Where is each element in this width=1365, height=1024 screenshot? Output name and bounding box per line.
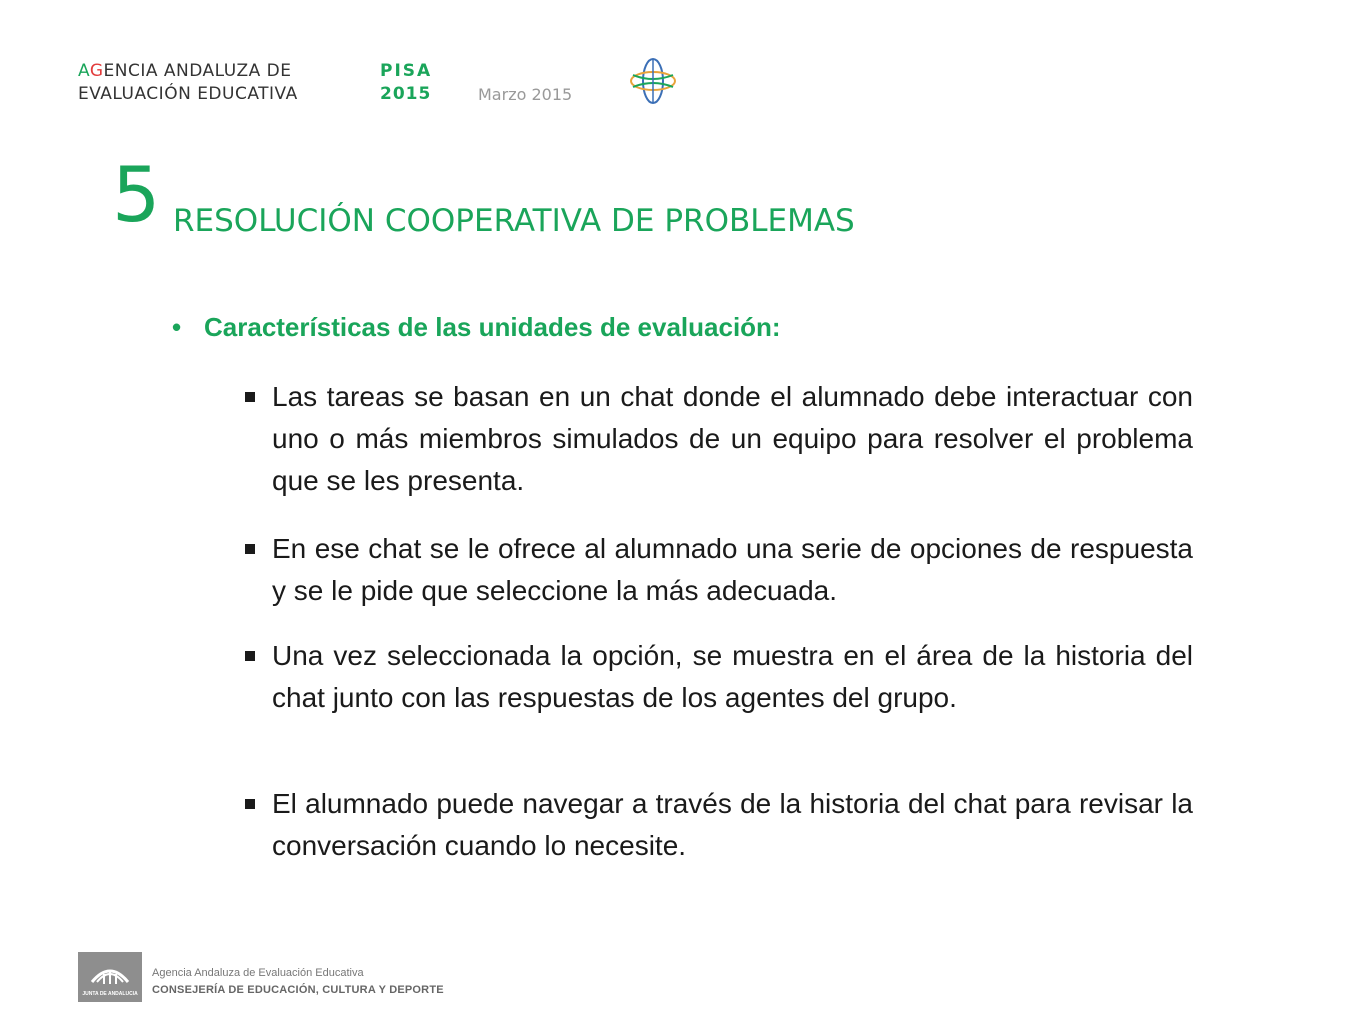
list-item-text: Las tareas se basan en un chat donde el alumnado debe interactuar con uno o más miembros simulados de un equipo para resolver el problema que se les presenta. xyxy=(272,381,1193,496)
pisa-year: 2015 xyxy=(380,84,432,104)
section-heading-text: Características de las unidades de evaluación: xyxy=(204,312,781,342)
square-bullet-icon xyxy=(245,799,255,809)
list-item xyxy=(245,783,1193,867)
list-item-text: En ese chat se le ofrece al alumnado una serie de opciones de respuesta y se le pide que seleccione la más adecuada. xyxy=(272,533,1193,606)
pisa-label xyxy=(380,60,432,106)
agency-line1-rest: ENCIA ANDALUZA DE xyxy=(103,61,292,81)
square-bullet-icon xyxy=(245,392,255,402)
agency-line2: EVALUACIÓN EDUCATIVA xyxy=(78,84,298,104)
pisa-text: PISA xyxy=(380,61,433,81)
agency-initial-a: A xyxy=(78,61,90,81)
agency-name xyxy=(78,60,358,106)
page-title: RESOLUCIÓN COOPERATIVA DE PROBLEMAS xyxy=(173,203,855,239)
list-item xyxy=(245,376,1193,502)
bullet-dot: • xyxy=(172,312,182,342)
square-bullet-icon xyxy=(245,651,255,661)
agency-initial-g: G xyxy=(89,61,104,81)
list-item-text: El alumnado puede navegar a través de la historia del chat para revisar la conversación cuando lo necesite. xyxy=(272,788,1193,861)
list-item xyxy=(245,635,1193,719)
globe-logo-icon xyxy=(628,56,678,106)
footer-agency: Agencia Andaluza de Evaluación Educativa xyxy=(152,967,364,979)
section-heading xyxy=(172,307,781,347)
section-number: 5 xyxy=(112,150,161,239)
junta-andalucia-logo-icon xyxy=(78,952,142,1002)
list-item-text: Una vez seleccionada la opción, se muestra en el área de la historia del chat junto con las respuestas de los agentes del grupo. xyxy=(272,640,1193,713)
list-item xyxy=(245,528,1193,612)
square-bullet-icon xyxy=(245,544,255,554)
logo-text: JUNTA DE ANDALUCIA xyxy=(82,991,138,997)
footer-ministry: CONSEJERÍA DE EDUCACIÓN, CULTURA Y DEPORTE xyxy=(152,984,444,996)
header-date: Marzo 2015 xyxy=(478,85,573,104)
